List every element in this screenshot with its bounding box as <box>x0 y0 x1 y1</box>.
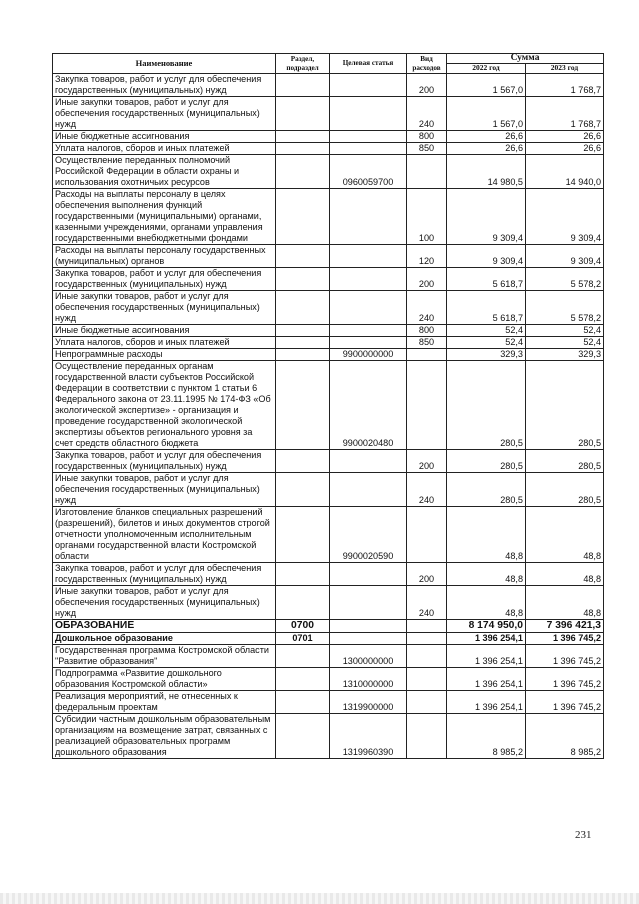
row-sum-2023: 9 309,4 <box>526 189 604 245</box>
row-sum-2023: 1 768,7 <box>526 97 604 131</box>
row-sum-2023: 52,4 <box>526 337 604 349</box>
row-target-article <box>330 450 407 473</box>
scan-edge <box>0 893 639 904</box>
row-target-article <box>330 143 407 155</box>
row-sum-2023: 26,6 <box>526 131 604 143</box>
row-target-article <box>330 291 407 325</box>
row-expense-kind: 800 <box>407 131 447 143</box>
row-sum-2023: 8 985,2 <box>526 714 604 759</box>
row-sum-2022: 52,4 <box>447 325 526 337</box>
row-sum-2023: 1 768,7 <box>526 74 604 97</box>
table-row <box>53 563 604 586</box>
row-name: Расходы на выплаты персоналу в целях обеспечения выполнения функций государственными (муниципальными) органами, казенными учреждениями, органами управления государственными внебюджетными фондами <box>53 189 276 245</box>
table-row <box>53 349 604 361</box>
row-sum-2022: 8 174 950,0 <box>447 620 526 633</box>
row-target-article <box>330 633 407 645</box>
row-expense-kind <box>407 691 447 714</box>
row-expense-kind <box>407 349 447 361</box>
row-sum-2022: 1 396 254,1 <box>447 668 526 691</box>
row-sum-2023: 280,5 <box>526 450 604 473</box>
header-year-2023: 2023 год <box>526 64 604 74</box>
row-sum-2022: 1 396 254,1 <box>447 633 526 645</box>
row-name: Иные закупки товаров, работ и услуг для обеспечения государственных (муниципальных) нужд <box>53 473 276 507</box>
row-name: Уплата налогов, сборов и иных платежей <box>53 143 276 155</box>
row-sum-2022: 1 396 254,1 <box>447 691 526 714</box>
row-name: Уплата налогов, сборов и иных платежей <box>53 337 276 349</box>
row-sum-2023: 5 578,2 <box>526 291 604 325</box>
table-row <box>53 143 604 155</box>
row-target-article <box>330 325 407 337</box>
table-row <box>53 450 604 473</box>
row-expense-kind <box>407 714 447 759</box>
row-target-article <box>330 473 407 507</box>
row-sum-2023: 1 396 745,2 <box>526 633 604 645</box>
row-sum-2023: 7 396 421,3 <box>526 620 604 633</box>
row-expense-kind: 200 <box>407 74 447 97</box>
row-name: Закупка товаров, работ и услуг для обеспечения государственных (муниципальных) нужд <box>53 450 276 473</box>
row-section-code <box>276 245 330 268</box>
table-row <box>53 691 604 714</box>
header-name: Наименование <box>53 54 276 74</box>
row-expense-kind: 100 <box>407 189 447 245</box>
row-section-code <box>276 563 330 586</box>
row-name: Непрограммные расходы <box>53 349 276 361</box>
row-expense-kind: 240 <box>407 97 447 131</box>
row-section-code <box>276 507 330 563</box>
row-sum-2022: 280,5 <box>447 450 526 473</box>
row-sum-2022: 5 618,7 <box>447 268 526 291</box>
row-section-code: 0701 <box>276 633 330 645</box>
row-name: Дошкольное образование <box>53 633 276 645</box>
row-expense-kind <box>407 507 447 563</box>
table-row <box>53 714 604 759</box>
row-expense-kind: 240 <box>407 473 447 507</box>
row-expense-kind: 240 <box>407 586 447 620</box>
row-sum-2023: 48,8 <box>526 507 604 563</box>
row-sum-2022: 48,8 <box>447 586 526 620</box>
row-section-code <box>276 268 330 291</box>
row-section-code <box>276 325 330 337</box>
header-year-2022: 2022 год <box>447 64 526 74</box>
row-sum-2022: 280,5 <box>447 473 526 507</box>
row-name: Изготовление бланков специальных разрешений (разрешений), билетов и иных документов строгой отчетности уполномоченным исполнительным органами государственной власти Костромской области <box>53 507 276 563</box>
row-name: ОБРАЗОВАНИЕ <box>53 620 276 633</box>
row-target-article: 9900000000 <box>330 349 407 361</box>
row-expense-kind <box>407 633 447 645</box>
row-section-code <box>276 450 330 473</box>
row-sum-2022: 48,8 <box>447 563 526 586</box>
row-name: Иные бюджетные ассигнования <box>53 131 276 143</box>
row-expense-kind: 200 <box>407 268 447 291</box>
table-row <box>53 245 604 268</box>
row-section-code <box>276 131 330 143</box>
row-section-code <box>276 586 330 620</box>
row-name: Осуществление переданных органам государственной власти субъектов Российской Федерации в соответствии с пунктом 1 статьи 6 Федерального закона от 23.11.1995 № 174-ФЗ «Об экологической экспертизе» - организация и проведение государственной экологической экспертизы объектов регионального уровня за счет средств областного бюджета <box>53 361 276 450</box>
row-expense-kind: 200 <box>407 563 447 586</box>
table-row <box>53 337 604 349</box>
row-sum-2022: 26,6 <box>447 131 526 143</box>
row-target-article <box>330 563 407 586</box>
row-sum-2023: 48,8 <box>526 563 604 586</box>
row-name: Государственная программа Костромской области "Развитие образования" <box>53 645 276 668</box>
row-sum-2022: 14 980,5 <box>447 155 526 189</box>
row-sum-2023: 52,4 <box>526 325 604 337</box>
budget-table <box>52 53 604 759</box>
row-sum-2023: 1 396 745,2 <box>526 691 604 714</box>
table-row <box>53 361 604 450</box>
row-section-code <box>276 143 330 155</box>
row-sum-2022: 26,6 <box>447 143 526 155</box>
row-section-code <box>276 337 330 349</box>
row-name: Иные закупки товаров, работ и услуг для обеспечения государственных (муниципальных) нужд <box>53 291 276 325</box>
row-sum-2023: 14 940,0 <box>526 155 604 189</box>
row-sum-2023: 1 396 745,2 <box>526 645 604 668</box>
row-section-code <box>276 645 330 668</box>
header-section: Раздел, подраздел <box>276 54 330 74</box>
row-section-code <box>276 361 330 450</box>
row-name: Иные закупки товаров, работ и услуг для обеспечения государственных (муниципальных) нужд <box>53 586 276 620</box>
row-expense-kind: 240 <box>407 291 447 325</box>
row-target-article <box>330 586 407 620</box>
row-target-article <box>330 131 407 143</box>
row-expense-kind <box>407 361 447 450</box>
row-target-article: 1300000000 <box>330 645 407 668</box>
row-section-code <box>276 668 330 691</box>
row-target-article: 9900020480 <box>330 361 407 450</box>
row-name: Субсидии частным дошкольным образовательным организациям на возмещение затрат, связанных с реализацией образовательных программ дошкольного образования <box>53 714 276 759</box>
row-section-code <box>276 189 330 245</box>
table-body <box>53 74 604 759</box>
row-sum-2023: 26,6 <box>526 143 604 155</box>
row-name: Подпрограмма «Развитие дошкольного образования Костромской области» <box>53 668 276 691</box>
row-name: Закупка товаров, работ и услуг для обеспечения государственных (муниципальных) нужд <box>53 268 276 291</box>
row-target-article <box>330 245 407 268</box>
row-target-article: 9900020590 <box>330 507 407 563</box>
page-number: 231 <box>575 829 592 841</box>
table-row <box>53 325 604 337</box>
row-sum-2023: 1 396 745,2 <box>526 668 604 691</box>
table-row <box>53 473 604 507</box>
row-sum-2022: 9 309,4 <box>447 245 526 268</box>
row-sum-2023: 48,8 <box>526 586 604 620</box>
row-sum-2022: 1 567,0 <box>447 97 526 131</box>
row-sum-2022: 1 396 254,1 <box>447 645 526 668</box>
row-section-code: 0700 <box>276 620 330 633</box>
row-sum-2022: 52,4 <box>447 337 526 349</box>
row-expense-kind: 850 <box>407 143 447 155</box>
table-row <box>53 507 604 563</box>
row-target-article <box>330 268 407 291</box>
budget-document-page <box>52 53 603 759</box>
row-target-article: 0960059700 <box>330 155 407 189</box>
row-expense-kind <box>407 155 447 189</box>
row-section-code <box>276 155 330 189</box>
row-expense-kind <box>407 668 447 691</box>
table-row <box>53 668 604 691</box>
table-row <box>53 586 604 620</box>
row-target-article <box>330 97 407 131</box>
table-row <box>53 268 604 291</box>
table-row <box>53 633 604 645</box>
row-section-code <box>276 74 330 97</box>
table-row <box>53 97 604 131</box>
table-row <box>53 620 604 633</box>
row-expense-kind: 800 <box>407 325 447 337</box>
row-target-article <box>330 620 407 633</box>
row-sum-2022: 1 567,0 <box>447 74 526 97</box>
row-target-article <box>330 189 407 245</box>
row-name: Иные бюджетные ассигнования <box>53 325 276 337</box>
row-section-code <box>276 473 330 507</box>
row-expense-kind: 200 <box>407 450 447 473</box>
table-row <box>53 291 604 325</box>
row-sum-2022: 9 309,4 <box>447 189 526 245</box>
row-name: Закупка товаров, работ и услуг для обеспечения государственных (муниципальных) нужд <box>53 563 276 586</box>
header-target: Целевая статья <box>330 54 407 74</box>
row-name: Осуществление переданных полномочий Российской Федерации в области охраны и использования охотничьих ресурсов <box>53 155 276 189</box>
row-section-code <box>276 349 330 361</box>
row-expense-kind: 850 <box>407 337 447 349</box>
table-row <box>53 131 604 143</box>
row-sum-2023: 280,5 <box>526 473 604 507</box>
row-target-article <box>330 74 407 97</box>
row-sum-2023: 5 578,2 <box>526 268 604 291</box>
row-name: Закупка товаров, работ и услуг для обеспечения государственных (муниципальных) нужд <box>53 74 276 97</box>
row-name: Иные закупки товаров, работ и услуг для обеспечения государственных (муниципальных) нужд <box>53 97 276 131</box>
table-row <box>53 645 604 668</box>
row-section-code <box>276 291 330 325</box>
row-sum-2022: 8 985,2 <box>447 714 526 759</box>
row-section-code <box>276 97 330 131</box>
row-sum-2022: 280,5 <box>447 361 526 450</box>
row-target-article <box>330 337 407 349</box>
row-expense-kind <box>407 620 447 633</box>
row-target-article: 1319900000 <box>330 691 407 714</box>
row-target-article: 1319960390 <box>330 714 407 759</box>
table-row <box>53 74 604 97</box>
header-kind: Вид расходов <box>407 54 447 74</box>
header-sum: Сумма <box>447 54 604 64</box>
row-target-article: 1310000000 <box>330 668 407 691</box>
row-name: Реализация мероприятий, не отнесенных к федеральным проектам <box>53 691 276 714</box>
row-sum-2022: 329,3 <box>447 349 526 361</box>
row-name: Расходы на выплаты персоналу государственных (муниципальных) органов <box>53 245 276 268</box>
row-sum-2022: 5 618,7 <box>447 291 526 325</box>
row-expense-kind: 120 <box>407 245 447 268</box>
row-sum-2023: 9 309,4 <box>526 245 604 268</box>
row-sum-2023: 329,3 <box>526 349 604 361</box>
row-section-code <box>276 691 330 714</box>
row-section-code <box>276 714 330 759</box>
table-row <box>53 155 604 189</box>
row-sum-2023: 280,5 <box>526 361 604 450</box>
table-row <box>53 189 604 245</box>
row-expense-kind <box>407 645 447 668</box>
row-sum-2022: 48,8 <box>447 507 526 563</box>
